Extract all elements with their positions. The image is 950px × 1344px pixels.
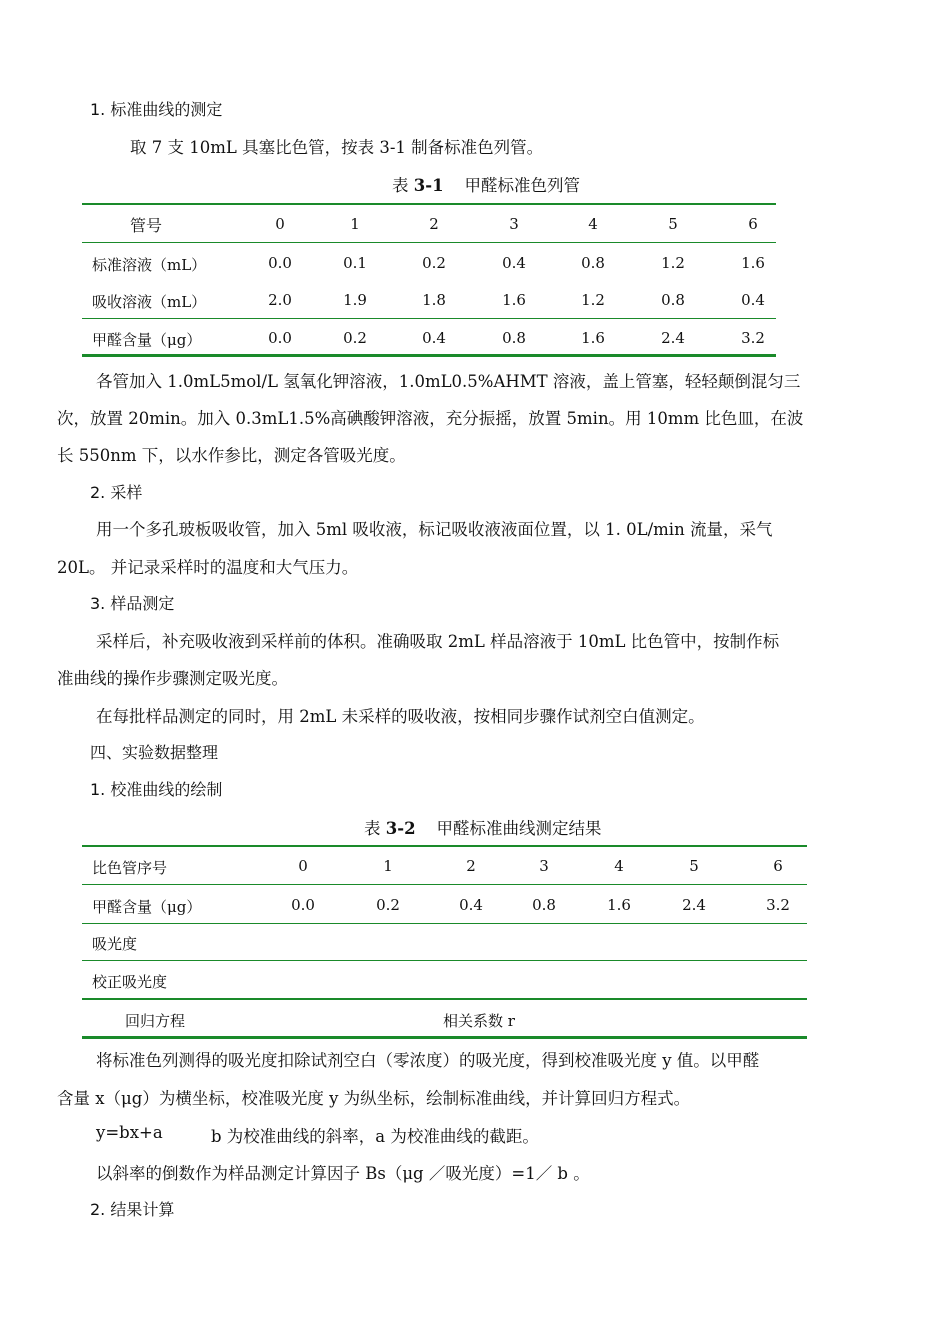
- table2-regression-label: 回归方程: [125, 1012, 186, 1030]
- table2-header-col: 0: [298, 857, 308, 875]
- table1-cell: 3.2: [741, 329, 765, 347]
- section-heading-result-calculation: 2. 结果计算: [90, 1200, 175, 1219]
- paragraph-reagents-line3: 长 550nm 下，以水作参比，测定各管吸光度。: [57, 446, 406, 465]
- table1-header-col: 0: [275, 215, 285, 233]
- table1-caption-prefix: 表: [392, 176, 409, 195]
- section-heading-sample-measurement: 3. 样品测定: [90, 594, 175, 613]
- table2-header-col: 3: [539, 857, 549, 875]
- table1-header-col: 2: [429, 215, 439, 233]
- table1-cell: 1.2: [661, 254, 685, 272]
- section-heading-standard-curve: 1. 标准曲线的测定: [90, 100, 223, 119]
- table1-cell: 2.0: [268, 291, 292, 309]
- paragraph-blank: 在每批样品测定的同时，用 2mL 未采样的吸收液，按相同步骤作试剂空白值测定。: [96, 707, 705, 726]
- table2-row-rule: [82, 923, 807, 924]
- section-heading-sampling: 2. 采样: [90, 483, 143, 502]
- paragraph-measurement-line1: 采样后，补充吸收液到采样前的体积。准确吸取 2mL 样品溶液于 10mL 比色管中，按制作标: [96, 632, 780, 651]
- table2-cell: 1.6: [607, 896, 631, 914]
- table1-caption-title: 甲醛标准色列管: [464, 176, 581, 195]
- table1-header-col: 5: [668, 215, 678, 233]
- table1-caption: [392, 172, 580, 196]
- paragraph-reagents-line2: 次，放置 20min。加入 0.3mL1.5%高碘酸钾溶液，充分振摇，放置 5min。用 10mm 比色皿，在波: [57, 409, 804, 428]
- paragraph-prepare-tubes: 取 7 支 10mL 具塞比色管，按表 3-1 制备标准色列管。: [130, 138, 544, 157]
- table2-cell: 0.8: [532, 896, 556, 914]
- table2-cell: 0.0: [291, 896, 315, 914]
- table1-cell: 0.2: [343, 329, 367, 347]
- table1-cell: 1.2: [581, 291, 605, 309]
- table1-top-rule: [82, 203, 776, 205]
- table1-cell: 1.8: [422, 291, 446, 309]
- table1-cell: 1.6: [581, 329, 605, 347]
- paragraph-measurement-line2: 准曲线的操作步骤测定吸光度。: [57, 669, 288, 688]
- table2-caption-prefix: 表: [364, 819, 381, 838]
- table2-header-rule: [82, 884, 807, 885]
- table2-header-col: 1: [383, 857, 393, 875]
- table2-row-label-content: 甲醛含量（μg）: [92, 898, 202, 916]
- table2-header-col: 2: [466, 857, 476, 875]
- paragraph-calc-factor: 以斜率的倒数作为样品测定计算因子 Bs（μg ／吸光度）=1／ b 。: [96, 1164, 590, 1183]
- table2-cell: 2.4: [682, 896, 706, 914]
- table1-cell: 0.1: [343, 254, 367, 272]
- table2-caption-number: 3-2: [385, 819, 416, 838]
- table2-row-label-corrected: 校正吸光度: [92, 973, 168, 991]
- table1-mid-rule: [82, 318, 776, 319]
- table1-cell: 0.0: [268, 329, 292, 347]
- table1-row-label: 甲醛含量（μg）: [92, 331, 202, 349]
- table2-cell: 0.4: [459, 896, 483, 914]
- table2-correlation-label: 相关系数 r: [443, 1012, 515, 1030]
- table2-caption: [364, 815, 602, 839]
- table1-header-col: 6: [748, 215, 758, 233]
- paragraph-curve-line2: 含量 x（μg）为横坐标，校准吸光度 y 为纵坐标，绘制标准曲线，并计算回归方程式。: [57, 1089, 691, 1108]
- table1-cell: 0.2: [422, 254, 446, 272]
- table2-caption-title: 甲醛标准曲线测定结果: [436, 819, 602, 838]
- table1-row-label: 吸收溶液（mL）: [92, 293, 207, 311]
- section-heading-data-processing: 四、实验数据整理: [90, 743, 219, 762]
- table2-bottom-rule: [82, 1036, 807, 1039]
- table2-top-rule: [82, 845, 807, 847]
- table1-header-col: 3: [509, 215, 519, 233]
- table1-cell: 0.4: [502, 254, 526, 272]
- table1-cell: 0.8: [661, 291, 685, 309]
- table2-row-rule: [82, 960, 807, 961]
- table1-cell: 0.8: [502, 329, 526, 347]
- paragraph-sampling-line1: 用一个多孔玻板吸收管，加入 5ml 吸收液，标记吸收液液面位置，以 1. 0L/min 流量，采气: [96, 520, 773, 539]
- table1-header-col: 1: [350, 215, 360, 233]
- table1-cell: 1.6: [502, 291, 526, 309]
- table2-cell: 3.2: [766, 896, 790, 914]
- table2-row-rule: [82, 998, 807, 1000]
- table1-bottom-rule: [82, 354, 776, 357]
- table1-cell: 1.6: [741, 254, 765, 272]
- table1-cell: 2.4: [661, 329, 685, 347]
- table2-header-col: 4: [614, 857, 624, 875]
- table1-cell: 0.4: [422, 329, 446, 347]
- regression-formula: y=bx+a: [96, 1123, 163, 1142]
- table1-cell: 0.0: [268, 254, 292, 272]
- formula-description: b 为校准曲线的斜率，a 为校准曲线的截距。: [211, 1127, 539, 1146]
- table2-header-col: 6: [773, 857, 783, 875]
- table2-cell: 0.2: [376, 896, 400, 914]
- paragraph-curve-line1: 将标准色列测得的吸光度扣除试剂空白（零浓度）的吸光度，得到校准吸光度 y 值。以甲醛: [96, 1051, 760, 1070]
- table1-row-label: 标准溶液（mL）: [92, 256, 207, 274]
- table1-header-col: 4: [588, 215, 598, 233]
- table1-cell: 0.8: [581, 254, 605, 272]
- table2-row-label-absorbance: 吸光度: [92, 935, 138, 953]
- table2-header-label: 比色管序号: [92, 859, 168, 877]
- table1-cell: 1.9: [343, 291, 367, 309]
- table2-header-col: 5: [689, 857, 699, 875]
- table1-caption-number: 3-1: [413, 176, 444, 195]
- section-heading-calibration-curve: 1. 校准曲线的绘制: [90, 780, 223, 799]
- paragraph-sampling-line2: 20L。 并记录采样时的温度和大气压力。: [57, 558, 359, 577]
- table1-header-label: 管号: [130, 216, 163, 235]
- table1-cell: 0.4: [741, 291, 765, 309]
- paragraph-reagents-line1: 各管加入 1.0mL5mol/L 氢氧化钾溶液，1.0mL0.5%AHMT 溶液，盖上管塞，轻轻颠倒混匀三: [96, 372, 801, 391]
- table1-header-rule: [82, 242, 776, 243]
